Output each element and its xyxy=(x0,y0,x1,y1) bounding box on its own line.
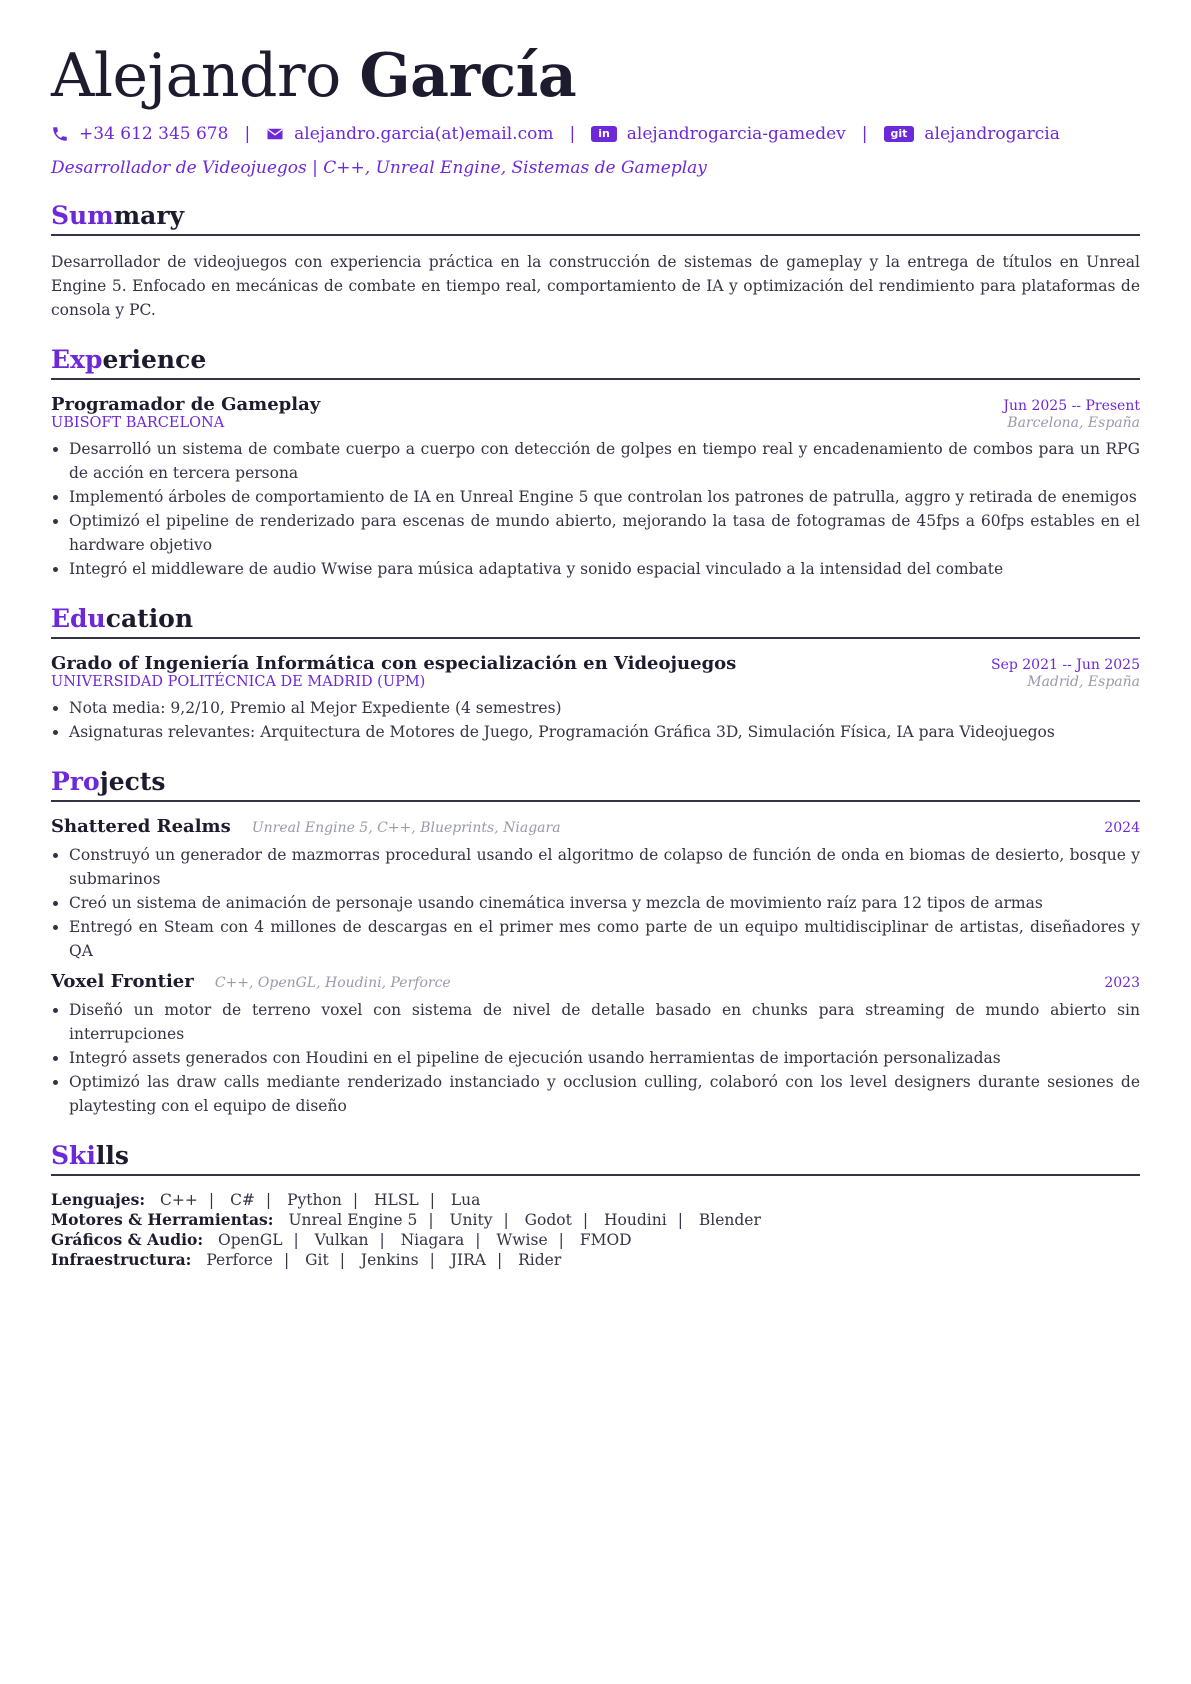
contact-separator: | xyxy=(244,124,251,144)
skill-item: Niagara xyxy=(400,1231,465,1249)
linkedin-icon: in xyxy=(591,126,617,142)
list-item: • Asignaturas relevantes: Arquitectura de Motores de Juego, Programación Gráfica 3D, Simulación Física, IA para Videojuegos xyxy=(69,720,1140,744)
skill-item: HLSL xyxy=(373,1191,419,1209)
project-bullets xyxy=(51,998,1140,1118)
skills-list xyxy=(51,1190,1140,1270)
list-item: • Desarrolló un sistema de combate cuerpo a cuerpo con detección de golpes en tiempo real y encadenamiento de combos para un RPG de acción en tercera persona xyxy=(69,437,1140,485)
list-item: • Nota media: 9,2/10, Premio al Mejor Expediente (4 semestres) xyxy=(69,696,1140,720)
section-title: Experience xyxy=(51,344,1140,380)
skill-row: Motores & Herramientas: Unreal Engine 5 | Unity | Godot | Houdini | Blender xyxy=(51,1210,761,1229)
skill-item: FMOD xyxy=(579,1231,632,1249)
skill-item: Perforce xyxy=(206,1251,273,1269)
project-tech: C++, OpenGL, Houdini, Perforce xyxy=(214,975,451,991)
project-entry xyxy=(51,971,1140,1118)
skill-item: Blender xyxy=(698,1211,761,1229)
skill-row: Infraestructura: Perforce | Git | Jenkins | JIRA | Rider xyxy=(51,1250,562,1269)
degree-date: Sep 2021 -- Jun 2025 xyxy=(990,657,1140,673)
education-entry xyxy=(51,653,1140,744)
job-title: Programador de Gameplay xyxy=(51,394,321,415)
envelope-icon xyxy=(266,125,284,143)
summary-text: Desarrollador de videojuegos con experiencia práctica en la construcción de sistemas de gameplay y la entrega de títulos en Unreal Engine 5. Enfocado en mecánicas de combate en tiempo real, comportamiento de IA y optimización del rendimiento para plataformas de consola y PC. xyxy=(51,253,1140,319)
section-title: Education xyxy=(51,603,1140,639)
degree-title: Grado of Ingeniería Informática con especialización en Videojuegos xyxy=(51,653,737,674)
section-title: Summary xyxy=(51,200,1140,236)
github-handle: alejandrogarcia xyxy=(924,124,1060,144)
project-year: 2024 xyxy=(1104,820,1140,836)
list-item: • Entregó en Steam con 4 millones de descargas en el primer mes como parte de un equipo multidisciplinar de artistas, diseñadores y QA xyxy=(69,915,1140,963)
skill-item: Python xyxy=(287,1191,342,1209)
education-bullets xyxy=(51,696,1140,744)
skill-item: Git xyxy=(305,1251,329,1269)
skill-item: Jenkins xyxy=(360,1251,419,1269)
git-icon: git xyxy=(884,126,915,142)
list-item: • Integró el middleware de audio Wwise para música adaptativa y sonido espacial vinculado a la intensidad del combate xyxy=(69,557,1140,581)
job-date: Jun 2025 -- Present xyxy=(1003,398,1140,414)
university-location: Madrid, España xyxy=(1027,674,1140,690)
job-company: UBISOFT BARCELONA xyxy=(51,415,225,431)
skill-category: Gráficos & Audio: xyxy=(51,1230,204,1249)
skill-category: Motores & Herramientas: xyxy=(51,1210,274,1229)
skill-item: Lua xyxy=(450,1191,481,1209)
linkedin-contact[interactable] xyxy=(591,124,846,144)
email-address: alejandro.garcia(at)email.com xyxy=(294,124,554,144)
projects-section xyxy=(51,766,1140,1118)
skill-item: C++ xyxy=(160,1191,198,1209)
job-bullets xyxy=(51,437,1140,581)
job-location: Barcelona, España xyxy=(1007,415,1140,431)
skill-item: Unreal Engine 5 xyxy=(288,1211,418,1229)
skill-item: JIRA xyxy=(450,1251,486,1269)
contact-bar xyxy=(51,124,1140,144)
skill-item: Godot xyxy=(524,1211,572,1229)
list-item: • Construyó un generador de mazmorras procedural usando el algoritmo de colapso de función de onda en biomas de desierto, bosque y submarinos xyxy=(69,843,1140,891)
summary-section xyxy=(51,200,1140,322)
skill-category: Infraestructura: xyxy=(51,1250,192,1269)
experience-section xyxy=(51,344,1140,581)
phone-contact[interactable] xyxy=(51,124,228,144)
linkedin-handle: alejandrogarcia-gamedev xyxy=(626,124,846,144)
skill-item: C# xyxy=(230,1191,255,1209)
skill-item: Unity xyxy=(449,1211,493,1229)
email-contact[interactable] xyxy=(266,124,553,144)
university-name: UNIVERSIDAD POLITÉCNICA DE MADRID (UPM) xyxy=(51,674,426,690)
list-item: • Optimizó el pipeline de renderizado para escenas de mundo abierto, mejorando la tasa de fotogramas de 45fps a 60fps estables en el hardware objetivo xyxy=(69,509,1140,557)
list-item: • Optimizó las draw calls mediante renderizado instanciado y occlusion culling, colaboró con los level designers durante sesiones de playtesting con el equipo de diseño xyxy=(69,1070,1140,1118)
list-item: • Creó un sistema de animación de personaje usando cinemática inversa y mezcla de movimiento raíz para 12 tipos de armas xyxy=(69,891,1140,915)
project-name: Voxel Frontier xyxy=(51,971,194,992)
skill-item: Houdini xyxy=(604,1211,667,1229)
list-item: • Implementó árboles de comportamiento de IA en Unreal Engine 5 que controlan los patrones de patrulla, aggro y retirada de enemigos xyxy=(69,485,1140,509)
project-entry xyxy=(51,816,1140,963)
list-item: • Integró assets generados con Houdini en el pipeline de ejecución usando herramientas de importación personalizadas xyxy=(69,1046,1140,1070)
project-year: 2023 xyxy=(1104,975,1140,991)
skill-item: Wwise xyxy=(496,1231,548,1249)
skill-item: Vulkan xyxy=(314,1231,369,1249)
project-name: Shattered Realms xyxy=(51,816,231,837)
last-name: García xyxy=(359,41,577,111)
skill-row: Lenguajes: C++ | C# | Python | HLSL | Lua xyxy=(51,1190,481,1209)
first-name: Alejandro xyxy=(51,41,341,111)
skill-category: Lenguajes: xyxy=(51,1190,146,1209)
project-bullets xyxy=(51,843,1140,963)
skill-item: OpenGL xyxy=(218,1231,283,1249)
education-section xyxy=(51,603,1140,744)
tagline: Desarrollador de Videojuegos | C++, Unreal Engine, Sistemas de Gameplay xyxy=(51,158,707,178)
phone-icon xyxy=(51,125,69,143)
skill-item: Rider xyxy=(518,1251,562,1269)
skill-row: Gráficos & Audio: OpenGL | Vulkan | Niagara | Wwise | FMOD xyxy=(51,1230,632,1249)
project-tech: Unreal Engine 5, C++, Blueprints, Niagara xyxy=(251,820,561,836)
github-contact[interactable] xyxy=(884,124,1060,144)
list-item: • Diseñó un motor de terreno voxel con sistema de nivel de detalle basado en chunks para streaming de mundo abierto sin interrupciones xyxy=(69,998,1140,1046)
contact-separator: | xyxy=(569,124,576,144)
section-title: Projects xyxy=(51,766,1140,802)
section-title: Skills xyxy=(51,1140,1140,1176)
candidate-name xyxy=(51,40,1140,112)
contact-separator: | xyxy=(861,124,868,144)
phone-number: +34 612 345 678 xyxy=(79,124,229,144)
skills-section xyxy=(51,1140,1140,1270)
experience-entry xyxy=(51,394,1140,581)
